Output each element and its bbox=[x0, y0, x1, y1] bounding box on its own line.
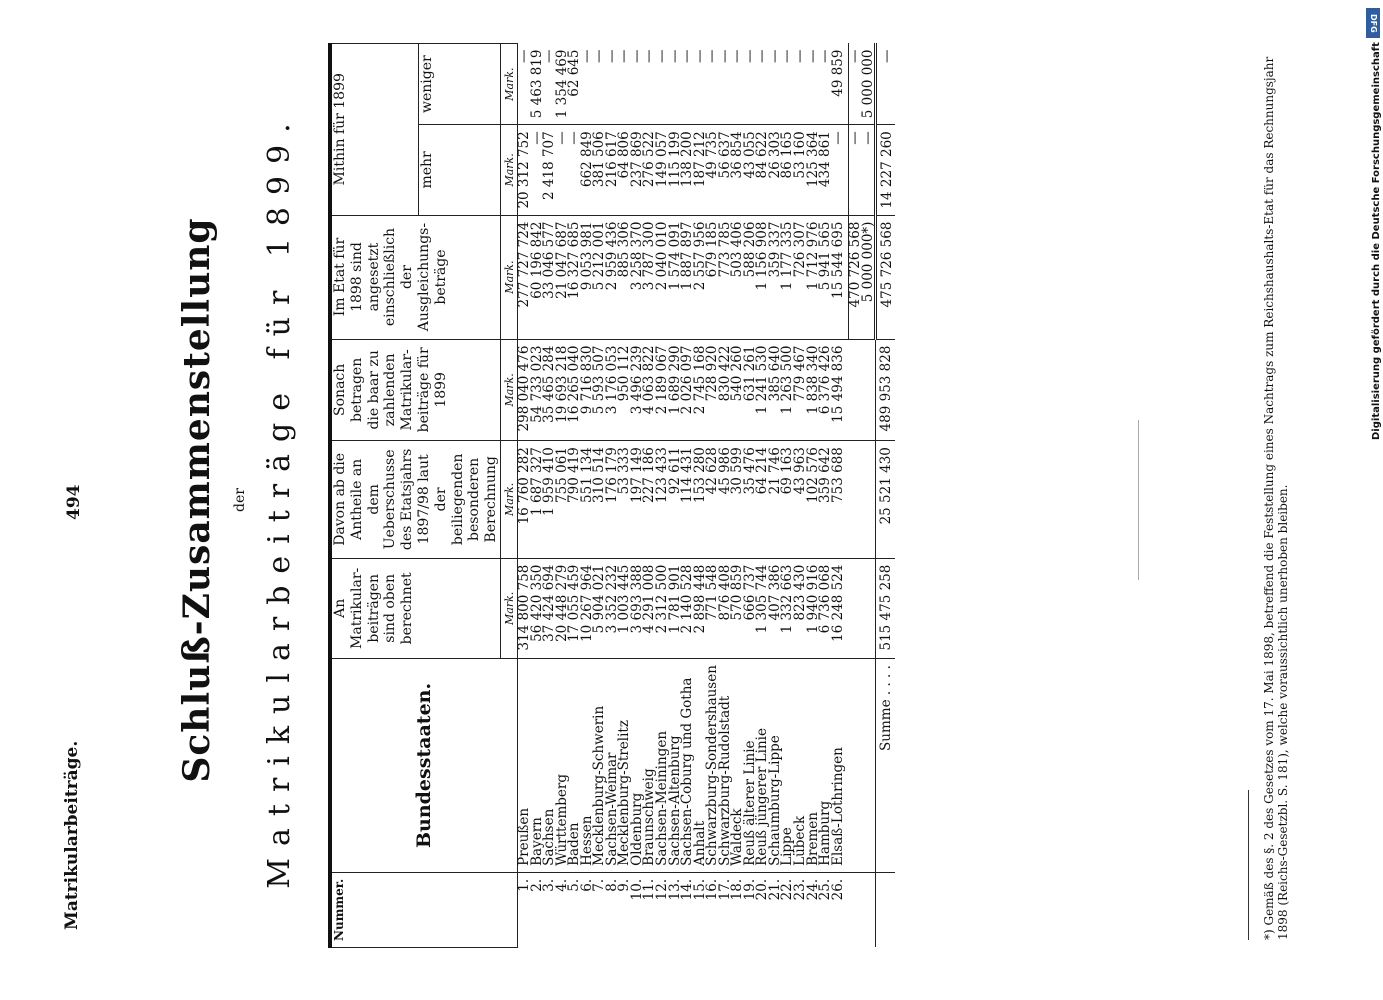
value-col3: 9 716 830 bbox=[581, 339, 594, 441]
unit-col3: Mark. bbox=[500, 339, 517, 441]
value-mehr: 64 806 bbox=[618, 125, 631, 215]
value-col1: 1 305 744 bbox=[756, 558, 769, 658]
value-col1: 16 248 524 bbox=[832, 558, 849, 658]
value-weniger: — bbox=[794, 44, 807, 125]
value-col2: 227 186 bbox=[643, 441, 656, 558]
value-col3: 3 176 053 bbox=[606, 339, 619, 441]
value-col3: 540 260 bbox=[731, 339, 744, 441]
value-col1: 1 781 901 bbox=[669, 558, 682, 658]
state-name: Braunschweig bbox=[643, 659, 656, 873]
value-col2: 176 179 bbox=[606, 441, 619, 558]
value-mehr: — bbox=[556, 125, 569, 215]
value-col1: 10 267 964 bbox=[581, 558, 594, 658]
value-col2: 64 214 bbox=[756, 441, 769, 558]
value-col1: 1 940 916 bbox=[807, 558, 820, 658]
header-col1: An Matrikular-beiträgen sind oben berechnet bbox=[330, 558, 500, 658]
header-col3: Sonach betragen die baar zu zahlenden Matrikular-beiträge für 1899 bbox=[330, 339, 500, 441]
row-number: 10. bbox=[628, 878, 645, 901]
value-weniger: — bbox=[517, 44, 530, 125]
row-number: 9. bbox=[616, 878, 633, 892]
state-name: Hessen bbox=[581, 659, 594, 873]
value-col2: 551 134 bbox=[581, 441, 594, 558]
value-col4: 885 306 bbox=[618, 215, 631, 339]
state-name: Mecklenburg-Schwerin bbox=[593, 659, 606, 873]
row-number: 23. bbox=[792, 878, 808, 901]
subtitle-der: der bbox=[232, 488, 248, 512]
value-weniger: 1 354 469 bbox=[556, 44, 569, 125]
value-col1: 17 055 459 bbox=[568, 558, 581, 658]
value-col4: 9 053 981 bbox=[581, 215, 594, 339]
sum-col3: 489 953 828 bbox=[876, 339, 896, 441]
table-body bbox=[517, 44, 895, 948]
value-weniger: — bbox=[656, 44, 669, 125]
sum-mehr: 14 227 260 bbox=[876, 125, 896, 215]
value-col2: 69 163 bbox=[781, 441, 794, 558]
unit-col4: Mark. bbox=[500, 215, 517, 339]
value-mehr: 26 303 bbox=[769, 125, 782, 215]
state-name: Hamburg bbox=[819, 659, 832, 873]
empty-cell bbox=[849, 441, 862, 558]
value-col2: 30 599 bbox=[731, 441, 744, 558]
value-col1: 56 420 350 bbox=[531, 558, 544, 658]
value-weniger: — bbox=[606, 44, 619, 125]
value-col1: 570 859 bbox=[731, 558, 744, 658]
value-col2: 753 688 bbox=[832, 441, 849, 558]
state-name: Schwarzburg-Sondershausen bbox=[706, 659, 719, 873]
value-col2: 755 061 bbox=[556, 441, 569, 558]
value-col1: 666 737 bbox=[744, 558, 757, 658]
state-name: Elsaß-Lothringen bbox=[832, 659, 849, 873]
value-col3: 54 733 023 bbox=[531, 339, 544, 441]
state-name: Reuß jüngerer Linie bbox=[756, 659, 769, 873]
value-mehr: 53 160 bbox=[794, 125, 807, 215]
subtotal-weniger: 5 000 000 bbox=[862, 44, 876, 125]
subtotal-mehr: — bbox=[862, 125, 876, 215]
value-mehr: 86 165 bbox=[781, 125, 794, 215]
value-weniger: — bbox=[681, 44, 694, 125]
value-col1: 37 424 694 bbox=[543, 558, 556, 658]
state-name: Sachsen-Altenburg bbox=[669, 659, 682, 873]
value-col4: 21 047 687 bbox=[556, 215, 569, 339]
value-col4: 15 544 695 bbox=[832, 215, 849, 339]
subtotal-mehr: — bbox=[849, 125, 862, 215]
value-col4: 1 574 091 bbox=[669, 215, 682, 339]
value-weniger: — bbox=[581, 44, 594, 125]
value-mehr: 43 055 bbox=[744, 125, 757, 215]
value-mehr: 237 869 bbox=[631, 125, 644, 215]
value-col4: 1 177 335 bbox=[781, 215, 794, 339]
value-col2: 43 963 bbox=[794, 441, 807, 558]
value-col2: 21 746 bbox=[769, 441, 782, 558]
value-col4: 2 959 436 bbox=[606, 215, 619, 339]
value-col1: 2 312 500 bbox=[656, 558, 669, 658]
value-col2: 310 514 bbox=[593, 441, 606, 558]
value-mehr: 2 418 707 bbox=[543, 125, 556, 215]
value-col1: 314 800 758 bbox=[517, 558, 530, 658]
row-number: 1. bbox=[515, 878, 532, 892]
value-col3: 2 745 168 bbox=[694, 339, 707, 441]
document-title: Schluß-Zusammenstellung bbox=[176, 217, 218, 783]
document-subtitle: Matrikularbeiträge für 1899. bbox=[262, 111, 297, 889]
value-weniger: — bbox=[744, 44, 757, 125]
value-col3: 4 063 822 bbox=[643, 339, 656, 441]
value-mehr: 84 622 bbox=[756, 125, 769, 215]
value-col1: 876 408 bbox=[719, 558, 732, 658]
value-col1: 771 548 bbox=[706, 558, 719, 658]
value-mehr: 20 312 752 bbox=[517, 125, 530, 215]
value-col1: 3 693 388 bbox=[631, 558, 644, 658]
value-mehr: 187 212 bbox=[694, 125, 707, 215]
running-head: Matrikularbeiträge. bbox=[62, 740, 82, 930]
sum-col2: 25 521 430 bbox=[876, 441, 896, 558]
state-name: Lübeck bbox=[794, 659, 807, 873]
state-name: Schwarzburg-Rudolstadt bbox=[719, 659, 732, 873]
page-number: 494 bbox=[64, 484, 84, 520]
value-col2: 1 687 327 bbox=[531, 441, 544, 558]
row-number: 13. bbox=[666, 878, 683, 901]
state-name: Reuß älterer Linie bbox=[744, 659, 757, 873]
row-number: 4. bbox=[553, 878, 570, 892]
value-mehr: 216 617 bbox=[606, 125, 619, 215]
state-name: Schaumburg-Lippe bbox=[769, 659, 782, 873]
value-col1: 407 386 bbox=[769, 558, 782, 658]
value-col4: 679 185 bbox=[706, 215, 719, 339]
empty-cell bbox=[849, 659, 862, 873]
value-col2: 114 431 bbox=[681, 441, 694, 558]
value-col1: 2 898 448 bbox=[694, 558, 707, 658]
empty-cell bbox=[849, 558, 862, 658]
value-weniger: — bbox=[593, 44, 606, 125]
row-number: 15. bbox=[691, 878, 708, 901]
value-mehr: 125 364 bbox=[807, 125, 820, 215]
state-name: Anhalt bbox=[694, 659, 707, 873]
value-weniger: — bbox=[618, 44, 631, 125]
value-col4: 16 327 685 bbox=[568, 215, 581, 339]
value-col3: 1 241 530 bbox=[756, 339, 769, 441]
header-bundesstaaten: Bundesstaaten. bbox=[330, 659, 517, 873]
value-col1: 5 904 021 bbox=[593, 558, 606, 658]
value-col3: 385 640 bbox=[769, 339, 782, 441]
unit-mehr: Mark. bbox=[500, 125, 517, 215]
row-number: 6. bbox=[578, 878, 595, 892]
value-weniger: — bbox=[694, 44, 707, 125]
row-number: 26. bbox=[829, 878, 846, 901]
footnote: *) Gemäß des §. 2 des Gesetzes vom 17. Mai 1898, betreffend die Feststellung eines Nachtrags zum Reichshaushalts-Etat für das Rechnungsjahr 1898 (Reichs-Gesetzbl. S. 181), welche voraussichtlich unerhoben bleiben. bbox=[1262, 56, 1290, 940]
value-col4: 5 941 565 bbox=[819, 215, 832, 339]
value-col1: 6 736 068 bbox=[819, 558, 832, 658]
value-weniger: — bbox=[706, 44, 719, 125]
unit-weniger: Mark. bbox=[500, 44, 517, 125]
sum-col1: 515 475 258 bbox=[876, 558, 896, 658]
value-col4: 2 040 010 bbox=[656, 215, 669, 339]
subtotal-col4: 470 726 568 bbox=[849, 215, 862, 339]
footnote-divider bbox=[1248, 790, 1249, 940]
value-weniger: 62 645 bbox=[568, 44, 581, 125]
sum-row bbox=[876, 44, 896, 948]
value-col4: 1 156 908 bbox=[756, 215, 769, 339]
value-col2: 53 333 bbox=[618, 441, 631, 558]
value-col4: 2 557 956 bbox=[694, 215, 707, 339]
state-name: Sachsen bbox=[543, 659, 556, 873]
value-weniger: — bbox=[719, 44, 732, 125]
row-number: 21. bbox=[766, 878, 783, 901]
header-col4: Im Etat für 1898 sind angesetzt einschließlich der Ausgleichungs-beträge bbox=[330, 215, 500, 339]
dfg-logo: DFG bbox=[1366, 8, 1380, 38]
state-name: Preußen bbox=[517, 659, 530, 873]
row-number: 22. bbox=[779, 878, 796, 901]
value-col2: 42 628 bbox=[706, 441, 719, 558]
value-col2: 16 760 282 bbox=[517, 441, 530, 558]
state-name: Oldenburg bbox=[631, 659, 644, 873]
empty-cell bbox=[849, 872, 862, 947]
value-col3: 298 040 476 bbox=[517, 339, 530, 441]
value-col3: 19 693 218 bbox=[556, 339, 569, 441]
header-nummer: Nummer. bbox=[330, 872, 517, 947]
value-mehr: 381 506 bbox=[593, 125, 606, 215]
value-mehr: — bbox=[568, 125, 581, 215]
row-number: 3. bbox=[541, 878, 558, 892]
row-number: 11. bbox=[641, 878, 658, 901]
value-col2: 102 576 bbox=[807, 441, 820, 558]
value-col4: 1 712 976 bbox=[807, 215, 820, 339]
value-col4: 726 307 bbox=[794, 215, 807, 339]
value-col2: 1 959 410 bbox=[543, 441, 556, 558]
empty-cell bbox=[862, 339, 876, 441]
value-col1: 2 140 528 bbox=[681, 558, 694, 658]
state-name: Lippe bbox=[781, 659, 794, 873]
state-name: Bayern bbox=[531, 659, 544, 873]
value-weniger: — bbox=[781, 44, 794, 125]
subtotal-row bbox=[862, 44, 876, 948]
value-mehr: 115 199 bbox=[669, 125, 682, 215]
value-col3: 5 593 507 bbox=[593, 339, 606, 441]
row-number: 7. bbox=[591, 878, 608, 892]
header-weniger: weniger bbox=[419, 44, 501, 125]
value-col1: 1 332 663 bbox=[781, 558, 794, 658]
sum-weniger: — bbox=[876, 44, 896, 125]
value-col3: 6 376 426 bbox=[819, 339, 832, 441]
value-weniger: — bbox=[643, 44, 656, 125]
sum-col4: 475 726 568 bbox=[876, 215, 896, 339]
table-row bbox=[769, 44, 782, 948]
value-col4: 3 258 370 bbox=[631, 215, 644, 339]
value-col3: 1 263 500 bbox=[781, 339, 794, 441]
value-mehr: — bbox=[531, 125, 544, 215]
row-number: 16. bbox=[704, 878, 721, 901]
subtotal-weniger: — bbox=[849, 44, 862, 125]
empty-cell bbox=[862, 441, 876, 558]
value-col3: 2 026 097 bbox=[681, 339, 694, 441]
row-number: 12. bbox=[653, 878, 670, 901]
subtotal-col4: 5 000 000*) bbox=[862, 215, 876, 339]
value-col3: 1 689 290 bbox=[669, 339, 682, 441]
state-name: Bremen bbox=[807, 659, 820, 873]
value-weniger: — bbox=[631, 44, 644, 125]
value-col3: 2 189 067 bbox=[656, 339, 669, 441]
value-col3: 3 496 239 bbox=[631, 339, 644, 441]
value-weniger: — bbox=[819, 44, 832, 125]
header-mehr: mehr bbox=[419, 125, 501, 215]
value-mehr: 276 522 bbox=[643, 125, 656, 215]
unit-col2: Mark. bbox=[500, 441, 517, 558]
value-col3: 950 112 bbox=[618, 339, 631, 441]
divider bbox=[1138, 420, 1139, 580]
unit-col1: Mark. bbox=[500, 558, 517, 658]
value-weniger: — bbox=[807, 44, 820, 125]
row-number: 14. bbox=[679, 878, 696, 901]
value-col1: 20 448 279 bbox=[556, 558, 569, 658]
value-col4: 773 785 bbox=[719, 215, 732, 339]
value-col4: 588 206 bbox=[744, 215, 757, 339]
sum-number bbox=[876, 872, 896, 947]
value-weniger: — bbox=[769, 44, 782, 125]
value-mehr: 434 861 bbox=[819, 125, 832, 215]
value-col3: 1 838 340 bbox=[807, 339, 820, 441]
value-col1: 823 430 bbox=[794, 558, 807, 658]
value-weniger: — bbox=[731, 44, 744, 125]
value-mehr: — bbox=[832, 125, 849, 215]
empty-cell bbox=[862, 659, 876, 873]
value-col3: 15 494 836 bbox=[832, 339, 849, 441]
value-col4: 503 406 bbox=[731, 215, 744, 339]
value-col2: 123 433 bbox=[656, 441, 669, 558]
value-col3: 631 261 bbox=[744, 339, 757, 441]
value-mehr: 149 057 bbox=[656, 125, 669, 215]
value-weniger: 49 859 bbox=[832, 44, 849, 125]
empty-cell bbox=[862, 558, 876, 658]
value-weniger: — bbox=[543, 44, 556, 125]
state-name: Waldeck bbox=[731, 659, 744, 873]
value-col4: 60 196 842 bbox=[531, 215, 544, 339]
row-number: 25. bbox=[817, 878, 834, 901]
row-number: 24. bbox=[804, 878, 821, 901]
value-weniger: — bbox=[756, 44, 769, 125]
header-mithin: Mithin für 1899 bbox=[330, 44, 419, 216]
digitization-note: Digitalisierung gefördert durch die Deutsche Forschungsgemeinschaft bbox=[1371, 42, 1382, 440]
value-col1: 3 352 232 bbox=[606, 558, 619, 658]
value-col2: 790 419 bbox=[568, 441, 581, 558]
value-col1: 4 291 008 bbox=[643, 558, 656, 658]
empty-cell bbox=[849, 339, 862, 441]
state-name: Baden bbox=[568, 659, 581, 873]
row-number: 20. bbox=[754, 878, 771, 901]
value-col4: 359 337 bbox=[769, 215, 782, 339]
state-name: Sachsen-Weimar bbox=[606, 659, 619, 873]
value-col4: 33 046 577 bbox=[543, 215, 556, 339]
sum-label: Summe . . . . bbox=[876, 659, 896, 873]
value-mehr: 56 637 bbox=[719, 125, 732, 215]
table-row bbox=[832, 44, 849, 948]
value-col3: 16 265 040 bbox=[568, 339, 581, 441]
value-col3: 779 467 bbox=[794, 339, 807, 441]
value-col2: 197 149 bbox=[631, 441, 644, 558]
row-number: 5. bbox=[566, 878, 583, 892]
value-mehr: 662 849 bbox=[581, 125, 594, 215]
value-col4: 3 787 300 bbox=[643, 215, 656, 339]
state-name: Mecklenburg-Strelitz bbox=[618, 659, 631, 873]
value-col4: 5 212 001 bbox=[593, 215, 606, 339]
value-col2: 359 642 bbox=[819, 441, 832, 558]
state-name: Württemberg bbox=[556, 659, 569, 873]
value-mehr: 138 200 bbox=[681, 125, 694, 215]
contributions-table bbox=[328, 43, 895, 948]
value-col3: 830 422 bbox=[719, 339, 732, 441]
row-number: 18. bbox=[729, 878, 746, 901]
state-name: Sachsen-Meiningen bbox=[656, 659, 669, 873]
value-mehr: 36 854 bbox=[731, 125, 744, 215]
row-number: 8. bbox=[603, 878, 620, 892]
value-col3: 35 465 284 bbox=[543, 339, 556, 441]
value-col2: 45 986 bbox=[719, 441, 732, 558]
row-number: 17. bbox=[716, 878, 733, 901]
value-col2: 92 611 bbox=[669, 441, 682, 558]
state-name: Sachsen-Coburg und Gotha bbox=[681, 659, 694, 873]
value-col4: 277 727 724 bbox=[517, 215, 530, 339]
row-number: 19. bbox=[741, 878, 758, 901]
value-col3: 728 920 bbox=[706, 339, 719, 441]
value-col1: 1 003 445 bbox=[618, 558, 631, 658]
table-row bbox=[781, 44, 794, 948]
header-col2: Davon ab die Antheile an dem Ueberschusse des Etatsjahrs 1897/98 laut der beiliegenden besonderen Berechnung bbox=[330, 441, 500, 558]
value-col4: 1 887 897 bbox=[681, 215, 694, 339]
row-number: 2. bbox=[528, 878, 545, 892]
value-mehr: 49 735 bbox=[706, 125, 719, 215]
value-col2: 35 476 bbox=[744, 441, 757, 558]
value-col2: 153 280 bbox=[694, 441, 707, 558]
empty-cell bbox=[862, 872, 876, 947]
value-weniger: 5 463 819 bbox=[531, 44, 544, 125]
value-weniger: — bbox=[669, 44, 682, 125]
subtotal-row bbox=[849, 44, 862, 948]
